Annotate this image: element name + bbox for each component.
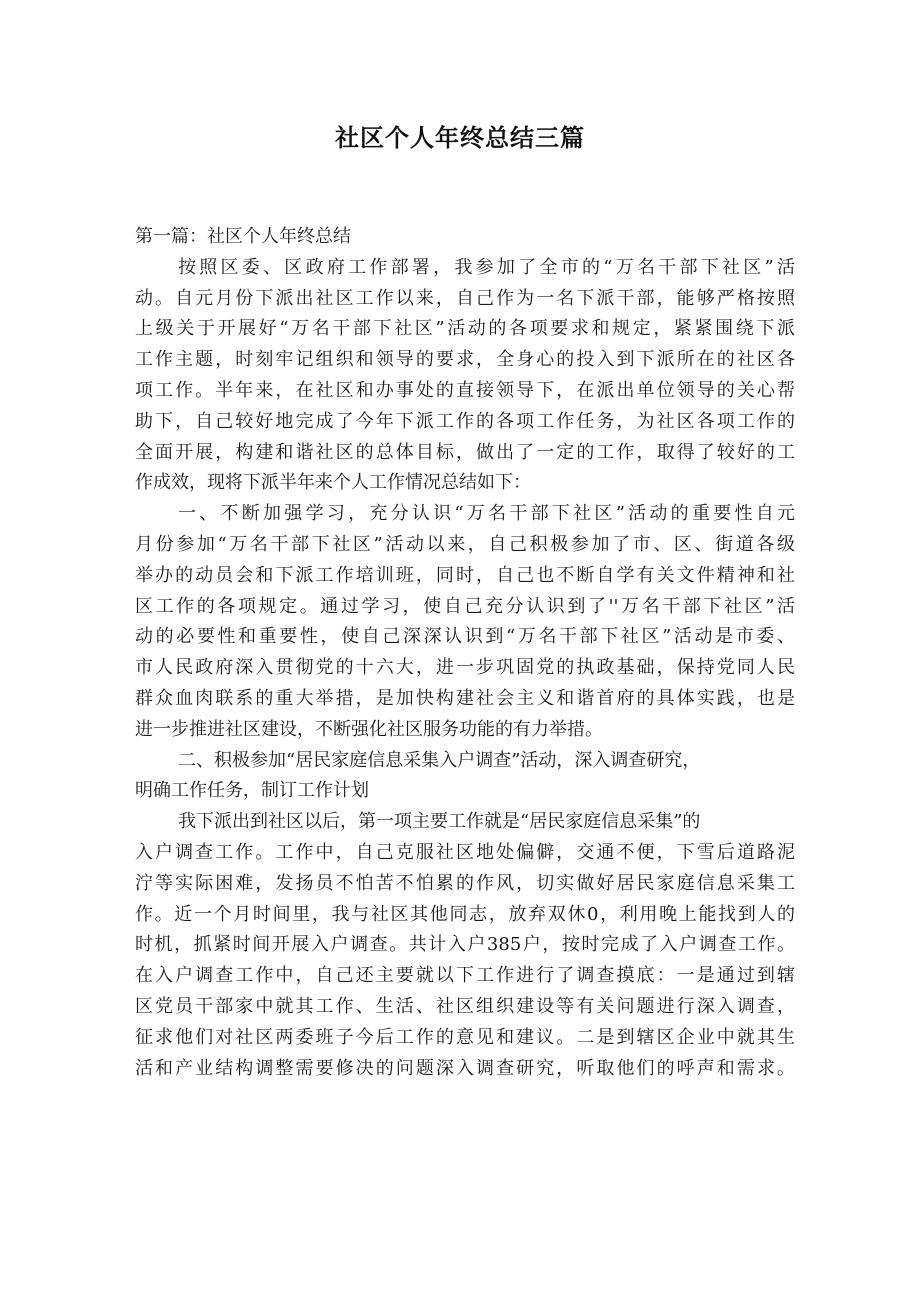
text-line: 群众血肉联系的重大举措，是加快构建社会主义和谐首府的具体实践，也是 [135, 687, 795, 709]
document-title: 社区个人年终总结三篇 [335, 124, 585, 152]
text-line: 工作主题，时刻牢记组织和领导的要求，全身心的投入到下派所在的社区各 [135, 349, 795, 371]
document-body [135, 222, 795, 1084]
text-line: 举办的动员会和下派工作培训班，同时，自己也不断自学有关文件精神和社 [135, 564, 795, 586]
text-line: 区党员干部家中就其工作、生活、社区组织建设等有关问题进行深入调查， [135, 995, 795, 1017]
text-line: 入户调查工作。工作中，自己克服社区地处偏僻，交通不便，下雪后道路泥 [135, 841, 795, 863]
text-line: 月份参加“万名干部下社区”活动以来，自己积极参加了市、区、街道各级 [135, 533, 795, 555]
text-line: 上级关于开展好“万名干部下社区”活动的各项要求和规定，紧紧围绕下派 [135, 318, 795, 340]
text-line: 动的必要性和重要性，使自己深深认识到“万名干部下社区”活动是市委、 [135, 626, 795, 648]
text-line: 作成效，现将下派半年来个人工作情况总结如下： [135, 472, 531, 494]
text-line: 第一篇：社区个人年终总结 [135, 226, 351, 247]
text-line: 作。近一个月时间里，我与社区其他同志，放弃双休0，利用晚上能找到人的 [135, 903, 795, 925]
text-line: 征求他们对社区两委班子今后工作的意见和建议。二是到辖区企业中就其生 [135, 1026, 795, 1048]
text-line: 在入户调查工作中，自己还主要就以下工作进行了调查摸底：一是通过到辖 [135, 965, 795, 987]
text-line: 按照区委、区政府工作部署，我参加了全市的“万名干部下社区”活 [178, 256, 795, 278]
text-line: 项工作。半年来，在社区和办事处的直接领导下，在派出单位领导的关心帮 [135, 379, 795, 401]
text-line: 全面开展，构建和谐社区的总体目标，做出了一定的工作，取得了较好的工 [135, 441, 795, 463]
text-line: 助下，自己较好地完成了今年下派工作的各项工作任务，为社区各项工作的 [135, 410, 795, 432]
text-line: 动。自元月份下派出社区工作以来，自己作为一名下派干部，能够严格按照 [135, 287, 795, 309]
text-line: 一、不断加强学习，充分认识“万名干部下社区”活动的重要性自元 [178, 503, 795, 525]
text-line: 活和产业结构调整需要修决的问题深入调查研究，听取他们的呼声和需求。 [135, 1057, 795, 1079]
text-line: 市人民政府深入贯彻党的十六大，进一步巩固党的执政基础，保持党同人民 [135, 657, 795, 679]
text-line: 二、积极参加“居民家庭信息采集入户调查”活动，深入调查研究， [178, 749, 701, 771]
text-line: 我下派出到社区以后，第一项主要工作就是“居民家庭信息采集”的 [178, 811, 701, 833]
text-line: 明确工作任务，制订工作计划 [135, 780, 369, 802]
text-line: 时机，抓紧时间开展入户调查。共计入户385户，按时完成了入户调查工作。 [135, 934, 795, 956]
text-line: 泞等实际困难，发扬员不怕苦不怕累的作风，切实做好居民家庭信息采集工 [135, 872, 795, 894]
text-line: 进一步推进社区建设，不断强化社区服务功能的有力举措。 [135, 718, 603, 740]
text-line: 区工作的各项规定。通过学习，使自己充分认识到了''万名干部下社区”活 [135, 595, 795, 617]
